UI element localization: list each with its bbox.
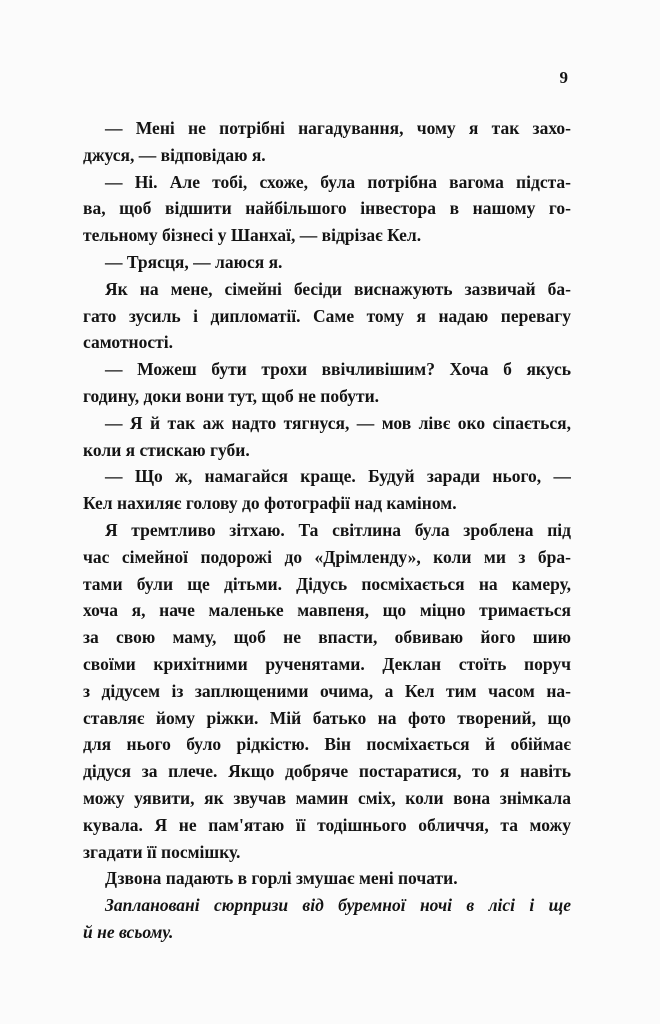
text-line: гато зусиль і дипломатії. Саме тому я надаю перевагу: [83, 305, 571, 326]
text-line: — Я й так аж надто тягнуся, — мов лівє око сіпається,: [105, 412, 571, 433]
text-line: коли я стискаю губи.: [83, 439, 250, 460]
text-line: самотності.: [83, 332, 173, 353]
text-line: — Що ж, намагайся краще. Будуй заради нього, —: [105, 466, 571, 487]
body-text: [83, 115, 571, 946]
text-line: за свою маму, щоб не впасти, обвиваю його шию: [83, 627, 571, 648]
text-line: своїми крихітними рученятами. Деклан стоїть поруч: [83, 653, 571, 674]
text-line: можу уявити, як звучав мамин сміх, коли вона знімкала: [83, 787, 571, 808]
text-line: тельному бізнесі у Шанхаї, — відрізає Кел.: [83, 225, 422, 246]
text-line: ва, щоб відшити найбільшого інвестора в нашому го-: [83, 198, 571, 219]
text-line: кувала. Я не пам'ятаю її тодішнього обличчя, та можу: [83, 814, 571, 835]
page-number: 9: [559, 68, 568, 87]
text-line: Кел нахиляє голову до фотографії над каміном.: [83, 493, 457, 514]
text-line: хоча я, наче маленьке мавпеня, що міцно тримається: [83, 600, 571, 621]
text-line: — Ні. Але тобі, схоже, була потрібна вагома підста-: [105, 171, 571, 192]
text-line: Я тремтливо зітхаю. Та світлина була зроблена під: [105, 519, 571, 540]
text-line: Як на мене, сімейні бесіди виснажують зазвичай ба-: [105, 278, 571, 299]
text-line: — Трясця, — лаюся я.: [105, 251, 283, 272]
text-line: тами були ще дітьми. Дідусь посміхається на камеру,: [83, 573, 571, 594]
text-line: й не всьому.: [83, 921, 174, 942]
text-line: — Мені не потрібні нагадування, чому я так захо-: [105, 118, 571, 138]
text-line: Дзвона падають в горлі змушає мені почати.: [105, 868, 458, 889]
text-line: з дідусем із заплющеними очима, а Кел тим часом на-: [83, 680, 571, 701]
text-line: дідуся за плече. Якщо добряче постаратися, то я навіть: [83, 761, 571, 782]
text-line: для нього було рідкістю. Він посміхається й обіймає: [83, 734, 571, 755]
text-line: час сімейної подорожі до «Дрімленду», коли ми з бра-: [83, 546, 571, 567]
text-line: — Можеш бути трохи ввічливішим? Хоча б якусь: [105, 359, 571, 380]
text-line: Заплановані сюрпризи від буремної ночі в лісі і ще: [105, 895, 571, 916]
text-line: годину, доки вони тут, щоб не побути.: [83, 385, 380, 406]
text-line: згадати її посмішку.: [83, 841, 241, 862]
text-line: джуся, — відповідаю я.: [83, 144, 266, 165]
text-line: ставляє йому ріжки. Мій батько на фото творений, що: [83, 707, 571, 728]
